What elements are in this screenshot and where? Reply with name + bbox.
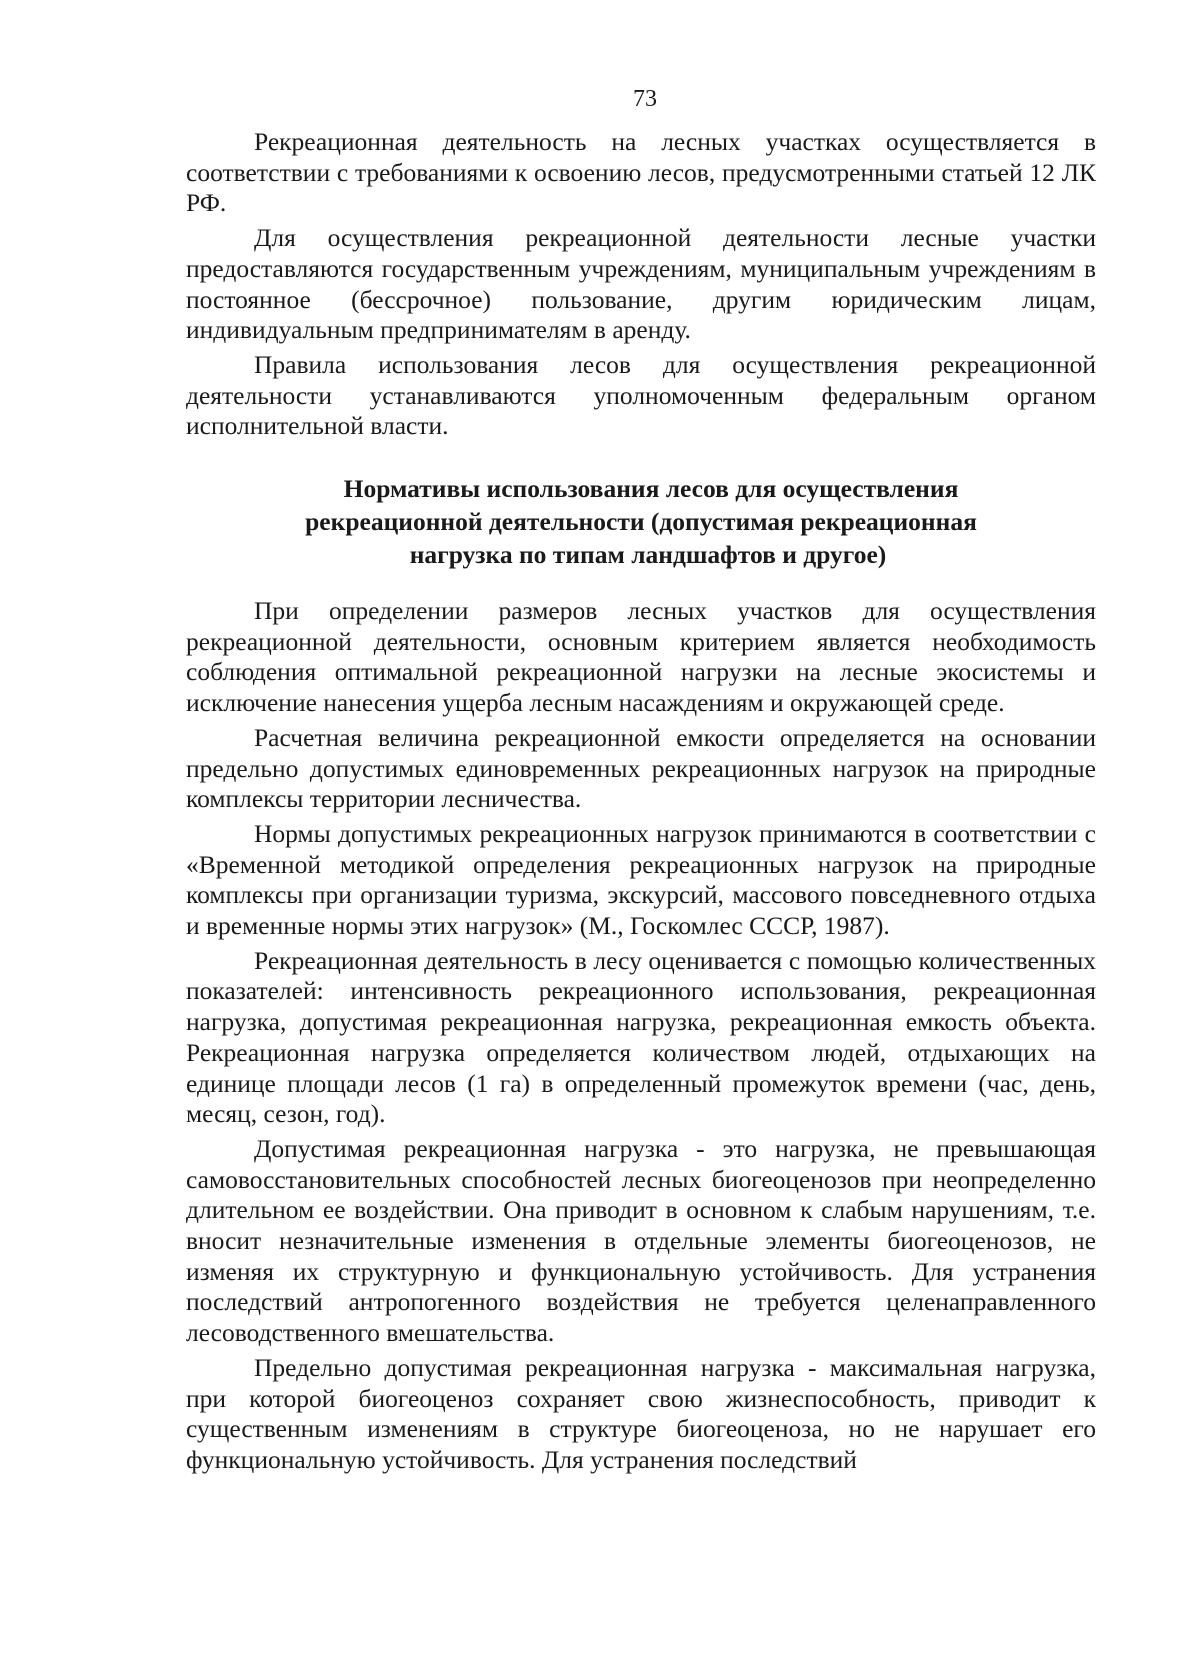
section-heading [186,472,1096,571]
paragraph: Правила использования лесов для осуществления рекреационной деятельности устанавливаются уполномоченным федеральным органом исполнительной власти. [186,349,1096,441]
paragraph: Рекреационная деятельность на лесных участках осуществляется в соответствии с требованиями к освоению лесов, предусмотренными статьей 12 ЛК РФ. [186,127,1096,218]
paragraph: Расчетная величина рекреационной емкости определяется на основании предельно допустимых единовременных рекреационных нагрузок на природные комплексы территории лесничества. [186,722,1096,814]
section-text-block [186,596,1096,1480]
section-heading-line: Нормативы использования лесов для осуществления [343,474,959,503]
paragraph: Нормы допустимых рекреационных нагрузок принимаются в соответствии с «Временной методикой определения рекреационных нагрузок на природные комплексы при организации туризма, экскурсий, массового повседневного отдыха и временные нормы этих нагрузок» (М., Госкомлес СССР, 1987). [186,818,1096,941]
paragraph: Допустимая рекреационная нагрузка - это нагрузка, не превышающая самовосстановительных способностей лесных биогеоценозов при неопределенно длительном ее воздействии. Она приводит в основном к слабым нарушениям, т.е. вносит незначительные изменения в отдельные элементы биогеоценозов, не изменяя их структурную и функциональную устойчивость. Для устранения последствий антропогенного воздействия не требуется целенаправленного лесоводственного вмешательства. [186,1133,1096,1348]
section-heading-line: рекреационной деятельности (допустимая рекреационная [305,507,977,536]
section-heading-line: нагрузка по типам ландшафтов и другое) [409,540,887,569]
page-number: 73 [633,86,657,112]
paragraph: Для осуществления рекреационной деятельности лесные участки предоставляются государственным учреждениям, муниципальным учреждениям в постоянное (бессрочное) пользование, другим юридическим лицам, индивидуальным предпринимателям в аренду. [186,223,1096,345]
intro-text-block [186,127,1096,446]
paragraph: При определении размеров лесных участков для осуществления рекреационной деятельности, основным критерием является необходимость соблюдения оптимальной рекреационной нагрузки на лесные экосистемы и исключение нанесения ущерба лесным насаждениям и окружающей среде. [186,596,1096,718]
paragraph: Предельно допустимая рекреационная нагрузка - максимальная нагрузка, при которой биогеоценоз сохраняет свою жизнеспособность, приводит к существенным изменениям в структуре биогеоценоза, но не нарушает его функциональную устойчивость. Для устранения последствий [186,1352,1096,1474]
paragraph: Рекреационная деятельность в лесу оценивается с помощью количественных показателей: интенсивность рекреационного использования, рекреационная нагрузка, допустимая рекреационная нагрузка, рекреационная емкость объекта. Рекреационная нагрузка определяется количеством людей, отдыхающих на единице площади лесов (1 га) в определенный промежуток времени (час, день, месяц, сезон, год). [186,945,1096,1129]
